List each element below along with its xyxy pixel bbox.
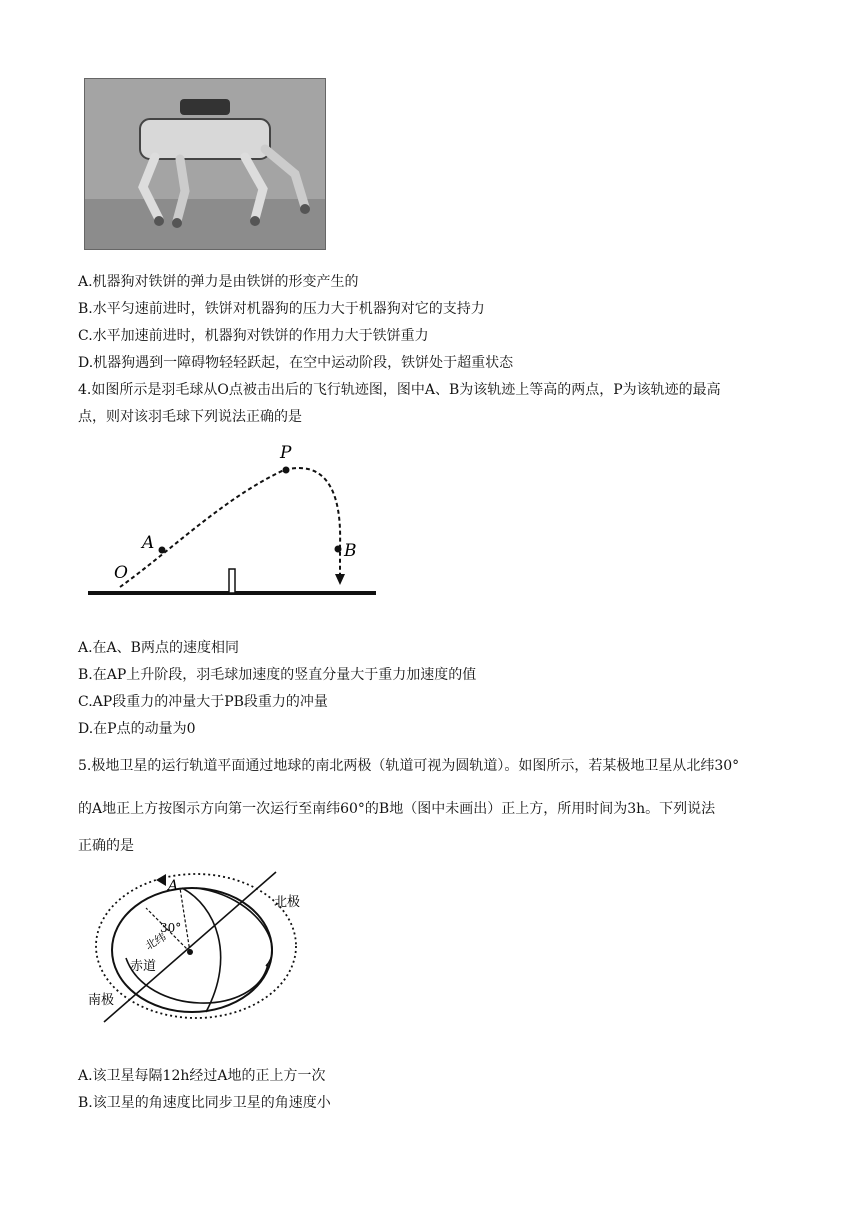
point-a [159,547,166,554]
q4-stem-line2: 点，则对该羽毛球下列说法正确的是 [78,409,302,425]
label-p: P [280,443,292,463]
label-o: O [114,563,128,583]
q3-option-a: A.机器狗对铁饼的弹力是由铁饼的形变产生的 [78,274,359,290]
robot-dog-illustration [85,79,325,249]
meridian-arc-2 [196,888,272,966]
label-30-degree: 30° [160,921,182,935]
q4-option-b: B.在AP上升阶段，羽毛球加速度的竖直分量大于重力加速度的值 [78,667,477,683]
q4-option-d: D.在P点的动量为0 [78,721,196,737]
q3-option-c: C.水平加速前进时，机器狗对铁饼的作用力大于铁饼重力 [78,328,429,344]
point-b [335,546,342,553]
q5-option-b: B.该卫星的角速度比同步卫星的角速度小 [78,1095,331,1111]
orbit-direction-arrow [156,874,166,886]
label-a-point: A [168,878,179,894]
q5-stem-line2: 的A地正上方按图示方向第一次运行至南纬60°的B地（图中未画出）正上方，所用时间为3h。下列说法 [78,801,716,817]
label-south-pole: 南极 [88,993,115,1008]
label-north-pole: 北极 [274,895,301,910]
earth-center [187,949,193,955]
q4-stem-line1: 4.如图所示是羽毛球从O点被击出后的飞行轨迹图，图中A、B为该轨迹上等高的两点，P为该轨迹的最高 [78,382,721,398]
earth-axis [104,872,276,1022]
q5-option-a: A.该卫星每隔12h经过A地的正上方一次 [78,1068,326,1084]
polar-satellite-figure [86,866,306,1038]
shuttlecock-trajectory-figure [84,438,384,608]
orbit-ellipse [96,874,296,1018]
label-north-latitude: 北纬 [143,930,169,953]
q3-option-b: B.水平匀速前进时，铁饼对机器狗的压力大于机器狗对它的支持力 [78,301,485,317]
q5-stem-line1: 5.极地卫星的运行轨道平面通过地球的南北两极（轨道可视为圆轨道）。如图所示，若某极地卫星从北纬30° [78,758,740,774]
q4-option-a: A.在A、B两点的速度相同 [78,640,239,656]
latitude-line [180,888,190,952]
net-post [229,569,235,593]
label-a: A [142,533,155,553]
point-p [283,467,290,474]
q3-option-d: D.机器狗遇到一障碍物轻轻跃起，在空中运动阶段，铁饼处于超重状态 [78,355,514,371]
label-equator-1: 赤道 [130,959,157,974]
q4-option-c: C.AP段重力的冲量大于PB段重力的冲量 [78,694,328,710]
label-b: B [344,541,357,561]
robot-dog-photo [84,78,326,250]
arrowhead [335,574,345,585]
q5-stem-line3: 正确的是 [78,838,134,854]
